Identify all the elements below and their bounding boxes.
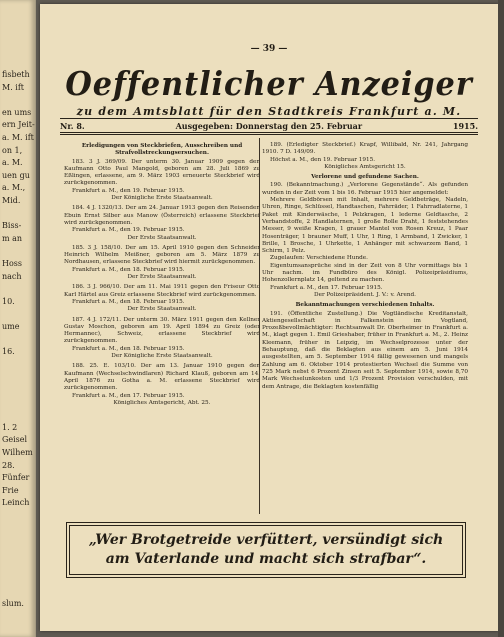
section-heading: Verlorene und gefundene Sachen. bbox=[311, 174, 419, 181]
issue-line bbox=[60, 121, 478, 131]
adjacent-page-fragment: Leinch bbox=[2, 498, 30, 508]
masthead-title: Oeffentlicher Anzeiger bbox=[65, 64, 473, 103]
signature-line: Der Erste Staatsanwalt. bbox=[127, 306, 197, 313]
issue-year: 1915. bbox=[452, 121, 478, 131]
adjacent-page-fragment: Biss- bbox=[2, 221, 22, 231]
adjacent-page-fragment: fisbeth bbox=[2, 70, 30, 79]
adjacent-page-fragment: m an bbox=[2, 233, 23, 243]
divider bbox=[60, 118, 478, 119]
notice-line-1: „Wer Brotgetreide verfüttert, versündigt sich bbox=[88, 532, 444, 548]
section-heading: Bekanntmachungen verschiedenen Inhalts. bbox=[295, 302, 435, 309]
newspaper-page bbox=[40, 4, 498, 631]
right-column bbox=[262, 142, 468, 391]
adjacent-page-fragment: 16. bbox=[2, 347, 15, 357]
left-column bbox=[64, 142, 260, 410]
paragraph: 184. 4 J. 1320/13. Der am 24. Januar 1913 gegen den Reisenden Ebuin Ernst Silber aus Manow (Österreich) erlassene Steckbrief wird zurückgenommen. bbox=[64, 205, 260, 226]
adjacent-page-fragment: Frie bbox=[2, 485, 19, 495]
paragraph: Mehrere Geldbörsen mit Inhalt, mehrere Geldbeträge, Nadeln, Uhren, Ringe, Schlüssel, Handtaschen, Fahrräder, 1 Fahrradlaterne, 1 Paket mit Kinderwäsche, 1 Pelzkragen, 1 lederne Geldtasche, 2 Verbandstoffe, 2 Handlaternen, 1 große Rolle Draht, 1 feststehendes Messer, 9 weiße Kragen, 1 grauer Mantel von Rosen Kreuz, 1 Paar Hosenträger, 1 brauner Muff, 1 Uhr, 1 Ring, 1 Armband, 1 Zwicker, 1 Brille, 1 Brosche, 1 Uhrkette, 1 Anhänger mit schwarzem Band, 1 Schirm, 1 Pelz. bbox=[262, 197, 468, 255]
adjacent-page-fragment: slum. bbox=[2, 599, 24, 609]
paragraph: Frankfurt a. M., den 18. Februar 1915. bbox=[72, 298, 185, 305]
paragraph: Frankfurt a. M., den 17. Februar 1915. bbox=[270, 284, 383, 291]
signature-line: Der Erste Staatsanwalt. bbox=[127, 234, 197, 241]
paragraph: 187. 4 J. 172/11. Der unterm 30. März 1911 gegen den Kellner Gustav Moschon, geboren am 19. April 1894 zu Greiz (oder Hermannec), Schweiz, erlassene Steckbrief wird zurückgenommen. bbox=[64, 316, 260, 345]
adjacent-page-fragment: en ums bbox=[2, 107, 32, 117]
signature-line: Der Königliche Erste Staatsanwalt. bbox=[111, 195, 213, 202]
paragraph: 189. (Erledigter Steckbrief.) Krapf, Willibald, Nr. 241, Jahrgang 1910. 7 D. 149/09. bbox=[262, 142, 468, 156]
issue-number: Nr. 8. bbox=[60, 121, 85, 131]
notice-box bbox=[66, 522, 466, 578]
paragraph: Höchst a. M., den 19. Februar 1915. bbox=[270, 156, 376, 163]
paragraph: Frankfurt a. M., den 19. Februar 1915. bbox=[72, 187, 185, 194]
page-number: — 39 — bbox=[250, 44, 288, 54]
signature-line: Der Erste Staatsanwalt. bbox=[127, 274, 197, 281]
adjacent-page-fragment: Mid. bbox=[2, 196, 21, 205]
paragraph: Frankfurt a. M., den 19. Februar 1915. bbox=[72, 227, 185, 234]
adjacent-page-fragment: a. M. bbox=[2, 158, 23, 168]
adjacent-page-fragment: on 1, bbox=[2, 145, 23, 155]
paragraph: Frankfurt a. M., den 17. Februar 1915. bbox=[72, 392, 185, 399]
adjacent-page-fragment: nach bbox=[2, 271, 22, 281]
adjacent-page-fragment: Hoss bbox=[2, 259, 23, 268]
adjacent-page-fragment: 10. bbox=[2, 296, 15, 306]
adjacent-page-fragment: a. M. ift bbox=[2, 133, 34, 142]
adjacent-page-fragment: uen gu bbox=[2, 170, 30, 180]
adjacent-page-fragment: ume bbox=[2, 322, 20, 331]
adjacent-page-fragment: Fünfer bbox=[2, 473, 30, 483]
signature-line: Königliches Amtsgericht, Abt. 25. bbox=[113, 399, 211, 406]
scan-edge bbox=[498, 0, 504, 637]
section-heading: Erledigungen von Steckbriefen, Ausschreiben und Strafvollstreckungsersuchen. bbox=[81, 143, 243, 157]
paragraph: 185. 3 J. 158/10. Der am 15. April 1910 gegen den Schneider Heinrich Wilhelm Meißner, geboren am 5. März 1879 zu Nordhausen, erlassene Steckbrief wird hiermit zurückgenommen. bbox=[64, 244, 260, 266]
column-divider bbox=[259, 138, 260, 514]
paragraph: Zugelaufen: Verschiedene Hunde. bbox=[270, 255, 368, 262]
paragraph: 190. (Bekanntmachung.) „Verlorene Gegenstände“. Als gefunden wurden in der Zeit vom 1 bis 16. Februar 1915 hier angemeldet: bbox=[262, 182, 468, 196]
adjacent-page-fragment: ern Jeit- bbox=[2, 120, 35, 130]
adjacent-page-fragment: a. M., bbox=[2, 183, 26, 193]
paragraph: Eigentumsansprüche sind in der Zeit von 8 Uhr vormittags bis 1 Uhr nachm. im Fundbüro des Königl. Polizeipräsidiums, Hohenzollernplatz 14, geltend zu machen. bbox=[262, 262, 468, 284]
adjacent-page-strip bbox=[0, 0, 36, 637]
signature-line: Der Polizeipräsident. J. V.: v. Arend. bbox=[314, 291, 416, 298]
masthead-subtitle: zu dem Amtsblatt für den Stadtkreis Frankfurt a. M. bbox=[76, 105, 462, 118]
divider bbox=[60, 132, 478, 133]
issue-date: Ausgegeben: Donnerstag den 25. Februar bbox=[175, 121, 363, 131]
adjacent-page-fragment: Geisel bbox=[2, 435, 28, 445]
signature-line: Königliches Amtsgericht 15. bbox=[324, 163, 406, 170]
notice-line-2: am Vaterlande und macht sich strafbar“. bbox=[105, 551, 427, 567]
paragraph: Frankfurt a. M., den 18. Februar 1915. bbox=[72, 345, 185, 352]
paragraph: 191. (Öffentliche Zustellung.) Die Vogtländische Kreditanstalt, Aktiengesellschaft in Falkenstein im Vogtland, Prozeßbevollmächtigter: Rechtsanwalt Dr. Oberheimer in Frankfurt a. M., klagt gegen 1. Emil Grieshaber, früher in Frankfurt a. M., 2. Heinz Kleemann, früher in Leipzig, im Wechselprozesse unter der Behauptung, daß die Beklagten aus einem am 5. Juni 1914 ausgestellten, am 5. September 1914 fällig gewesenen und mangels Zahlung am 6. Oktober 1914 protestierten Wechsel die Summe von 725 Mark nebst 6 Prozent Zinsen seit 5. September 1914, sowie 8,70 Mark Wechselunkosten und 1/3 Prozent Provision verschulden, mit dem Antrage, die Beklagten kostenfällig bbox=[262, 310, 468, 390]
signature-line: Der Königliche Erste Staatsanwalt. bbox=[111, 353, 213, 360]
adjacent-page-fragment: 28. bbox=[2, 460, 15, 470]
divider bbox=[60, 134, 478, 135]
adjacent-page-fragment: M. ift bbox=[2, 82, 25, 92]
paragraph: Frankfurt a. M., den 18. Februar 1915. bbox=[72, 266, 185, 273]
paragraph: 188. 25. E. 103/10. Der am 13. Januar 1910 gegen den Kaufmann (Wechselschwindlaren) Richard Klauß, geboren am 14. April 1876 zu Gotha a. M. erlassene Steckbrief wird zurückgenommen. bbox=[64, 363, 260, 392]
adjacent-page-fragment: Wilhem bbox=[2, 448, 33, 457]
paragraph: 186. 3 J. 966/10. Der am 11. Mai 1911 gegen den Friseur Otto Karl Härtel aus Greiz erlassene Steckbrief wird zurückgenommen. bbox=[64, 284, 260, 298]
paragraph: 183. 3 J. 369/09. Der unterm 30. Januar 1909 gegen den Kaufmann Otto Paul Mangold, geboren am 28. Juli 1869 zu Eßlingen, erlassene, am 9. März 1903 erneuerte Steckbrief wird zurückgenommen. bbox=[64, 158, 260, 187]
adjacent-page-fragment: 1. 2 bbox=[2, 422, 18, 432]
